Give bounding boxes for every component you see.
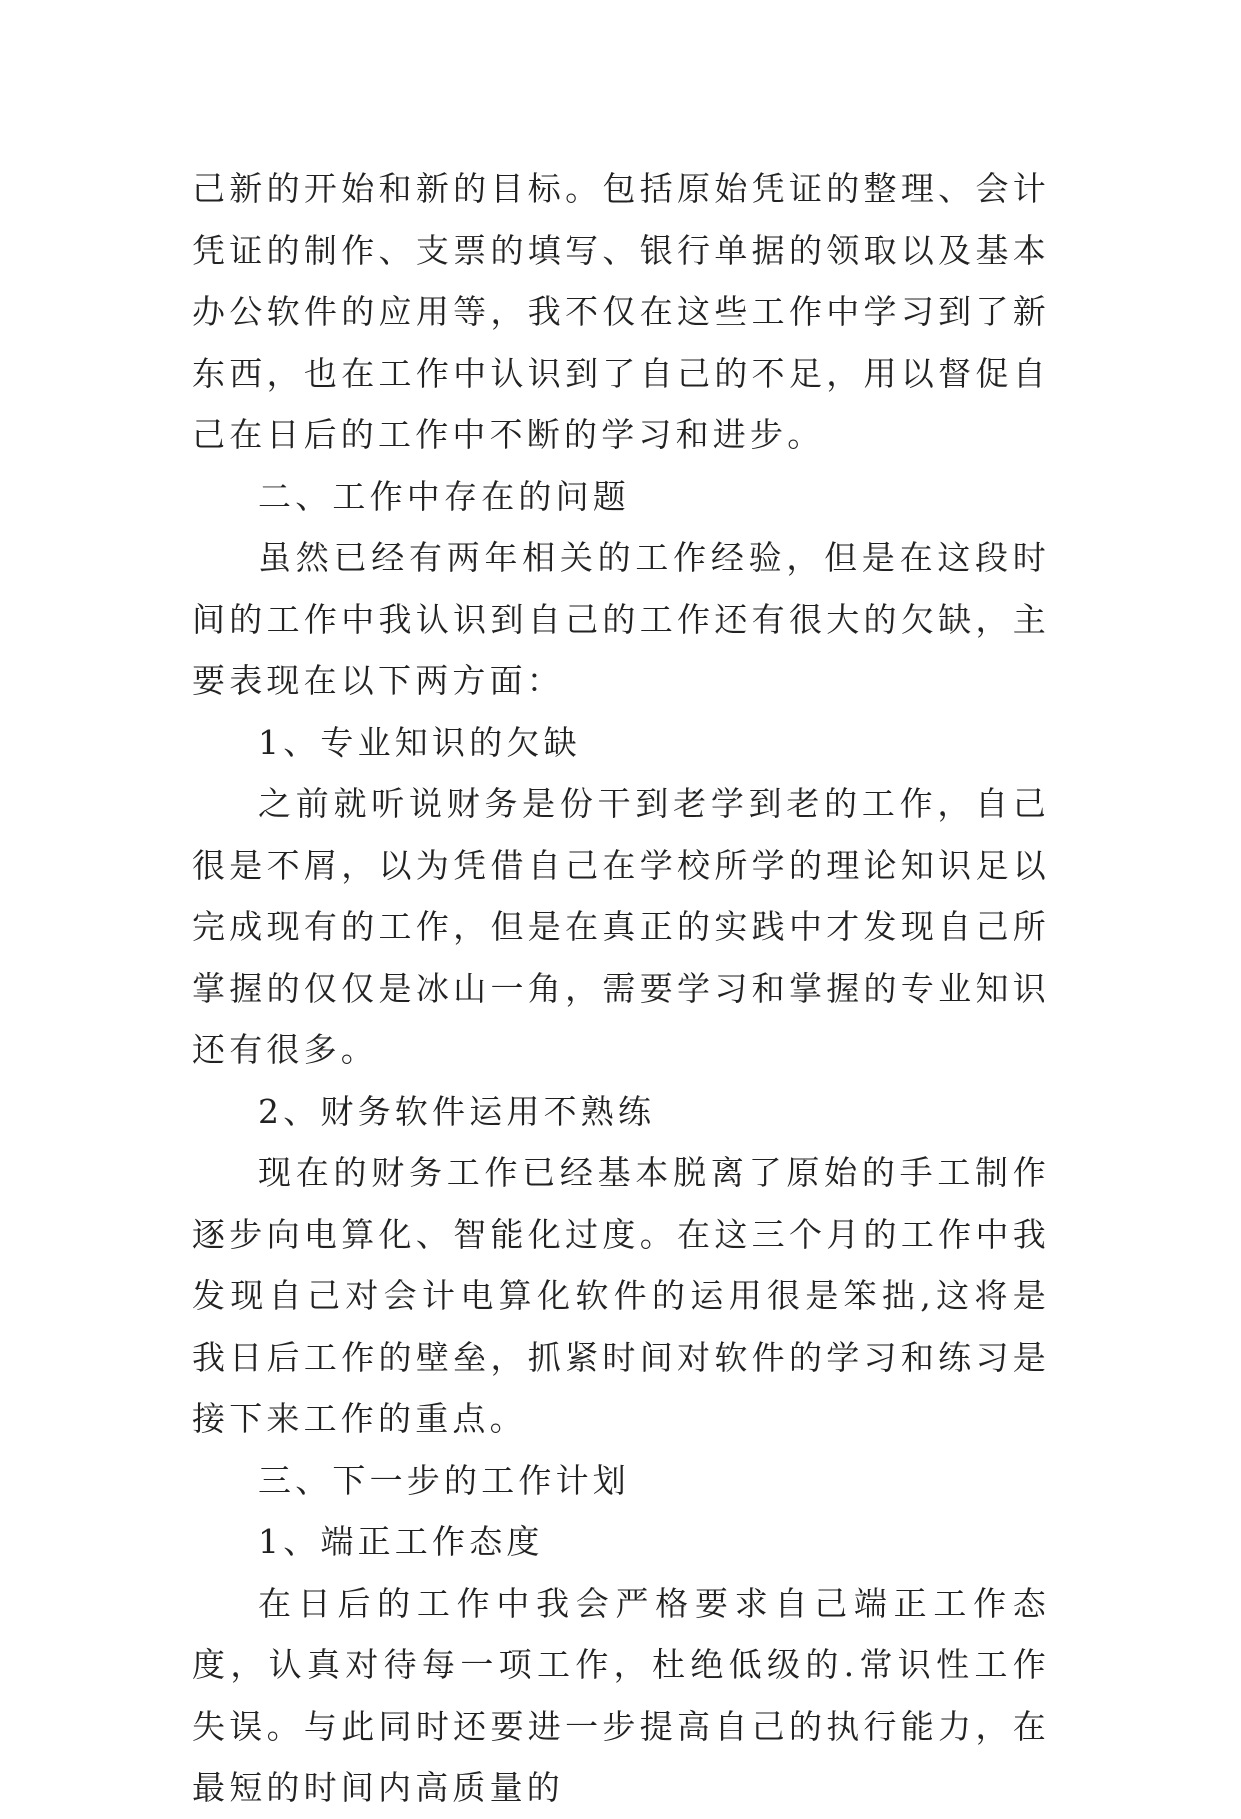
paragraph-software-skills: 现在的财务工作已经基本脱离了原始的手工制作逐步向电算化、智能化过度。在这三个月的工作中我发现自己对会计电算化软件的运用很是笨拙,这将是我日后工作的壁垒，抓紧时间对软件的学习和练习是接下来工作的重点。 <box>192 1153 1050 1438</box>
subheading-software-skills: 2、财务软件运用不熟练 <box>258 1091 656 1131</box>
paragraph-work-attitude: 在日后的工作中我会严格要求自己端正工作态度，认真对待每一项工作，杜绝低级的.常识性工作失误。与此同时还要进一步提高自己的执行能力，在最短的时间内高质量的 <box>192 1583 1050 1807</box>
paragraph-problems-intro: 虽然已经有两年相关的工作经验，但是在这段时间的工作中我认识到自己的工作还有很大的欠缺，主要表现在以下两方面： <box>192 538 1050 700</box>
document-body <box>192 158 1050 1819</box>
section-heading-problems: 二、工作中存在的问题 <box>258 476 630 516</box>
paragraph-continuation: 己新的开始和新的目标。包括原始凭证的整理、会计凭证的制作、支票的填写、银行单据的领取以及基本办公软件的应用等，我不仅在这些工作中学习到了新东西，也在工作中认识到了自己的不足，用以督促自己在日后的工作中不断的学习和进步。 <box>192 169 1050 454</box>
section-heading-next-plan: 三、下一步的工作计划 <box>258 1460 630 1500</box>
subheading-work-attitude: 1、端正工作态度 <box>258 1522 544 1561</box>
subheading-professional-knowledge: 1、专业知识的欠缺 <box>258 722 581 762</box>
paragraph-professional-knowledge: 之前就听说财务是份干到老学到老的工作，自己很是不屑，以为凭借自己在学校所学的理论知识足以完成现有的工作，但是在真正的实践中才发现自己所掌握的仅仅是冰山一角，需要学习和掌握的专业知识还有很多。 <box>192 784 1050 1069</box>
